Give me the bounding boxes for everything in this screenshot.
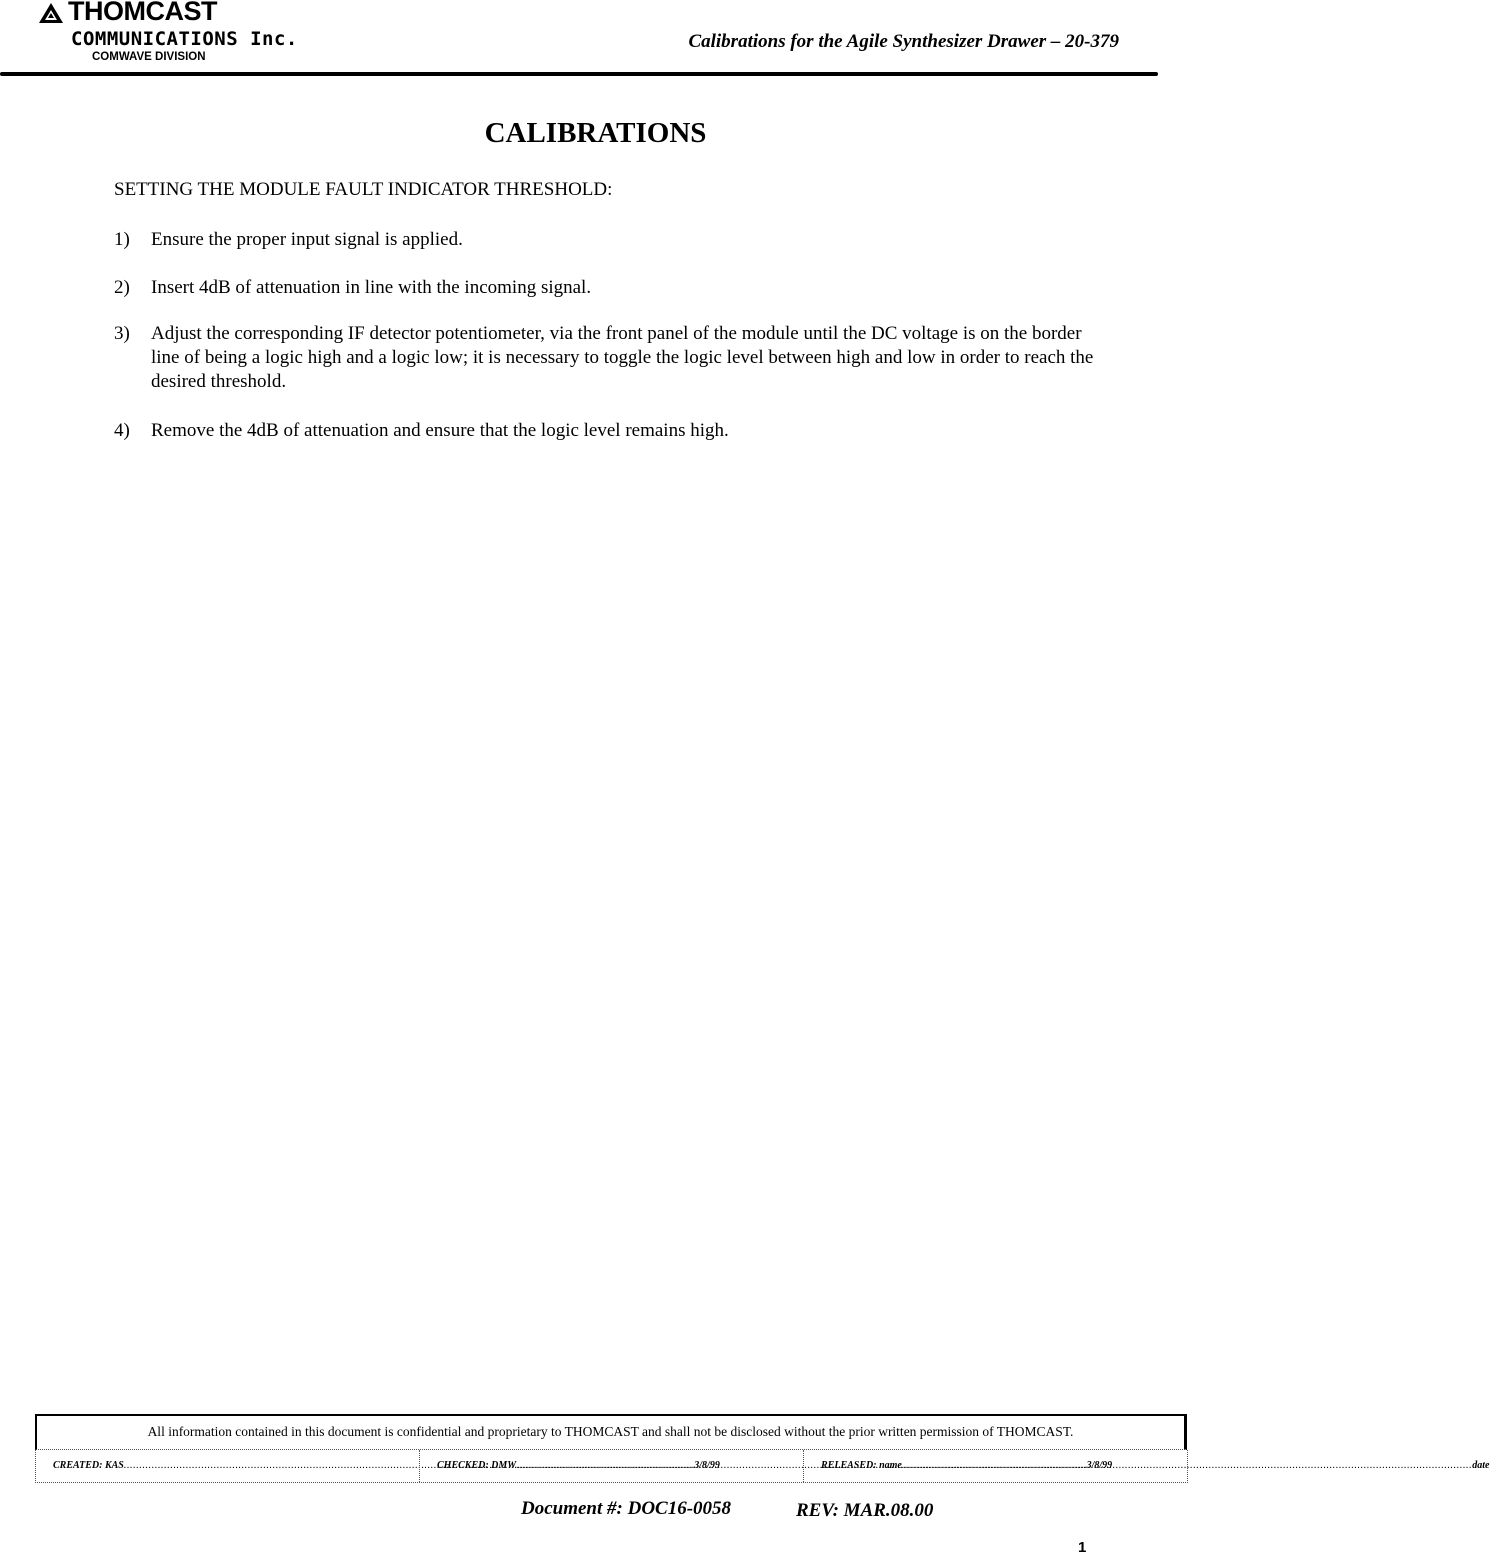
approval-released-label: RELEASED: name bbox=[821, 1460, 902, 1471]
approval-created-date: 3/8/99 bbox=[694, 1460, 720, 1471]
dotted-leader bbox=[902, 1450, 1472, 1482]
procedure-step bbox=[114, 228, 1104, 252]
document-number: Document #: DOC16-0058 bbox=[521, 1498, 732, 1519]
approval-checked-date: 3/8/99 bbox=[1086, 1460, 1113, 1471]
section-heading: SETTING THE MODULE FAULT INDICATOR THRESHOLD: bbox=[114, 179, 613, 200]
company-name: THOMCAST bbox=[68, 0, 217, 26]
approval-checked-label: CHECKED: DMW bbox=[437, 1460, 517, 1471]
page-number: 1 bbox=[1078, 1539, 1087, 1556]
step-number: 2) bbox=[114, 277, 130, 298]
step-text: Insert 4dB of attenuation in line with the incoming signal. bbox=[151, 277, 592, 298]
confidentiality-notice: All information contained in this document is confidential and proprietary to THOMCAST and shall not be disclosed without the prior written permission of THOMCAST. bbox=[35, 1414, 1187, 1450]
step-number: 1) bbox=[114, 229, 130, 250]
procedure-step bbox=[114, 322, 1104, 394]
step-text: Remove the 4dB of attenuation and ensure that the logic level remains high. bbox=[151, 420, 729, 441]
step-text: Adjust the corresponding IF detector potentiometer, via the front panel of the module until the DC voltage is on the border line of being a logic high and a logic low; it is necessary to toggle the logic level between high and low in order to reach the desired threshold. bbox=[151, 323, 1094, 392]
revision-label: REV: MAR.08.00 bbox=[796, 1500, 934, 1521]
procedure-step bbox=[114, 276, 1104, 300]
approval-released bbox=[803, 1450, 1505, 1482]
company-subtitle: COMMUNICATIONS Inc. bbox=[71, 28, 298, 50]
procedure-step bbox=[114, 419, 1104, 443]
thomcast-logo-icon bbox=[38, 2, 64, 24]
document-header-title: Calibrations for the Agile Synthesizer Drawer – 20-379 bbox=[688, 31, 1119, 52]
company-logo bbox=[38, 0, 308, 66]
approval-released-date: date bbox=[1472, 1460, 1490, 1471]
footer-box bbox=[35, 1414, 1490, 1484]
step-text: Ensure the proper input signal is applied. bbox=[151, 229, 463, 250]
step-number: 4) bbox=[114, 420, 130, 441]
page-title: CALIBRATIONS bbox=[484, 117, 707, 149]
approval-row bbox=[35, 1450, 1490, 1483]
header-divider bbox=[0, 72, 1158, 76]
company-division: COMWAVE DIVISION bbox=[92, 51, 206, 63]
approval-created-label: CREATED: KAS bbox=[53, 1460, 124, 1471]
step-number: 3) bbox=[114, 323, 130, 344]
